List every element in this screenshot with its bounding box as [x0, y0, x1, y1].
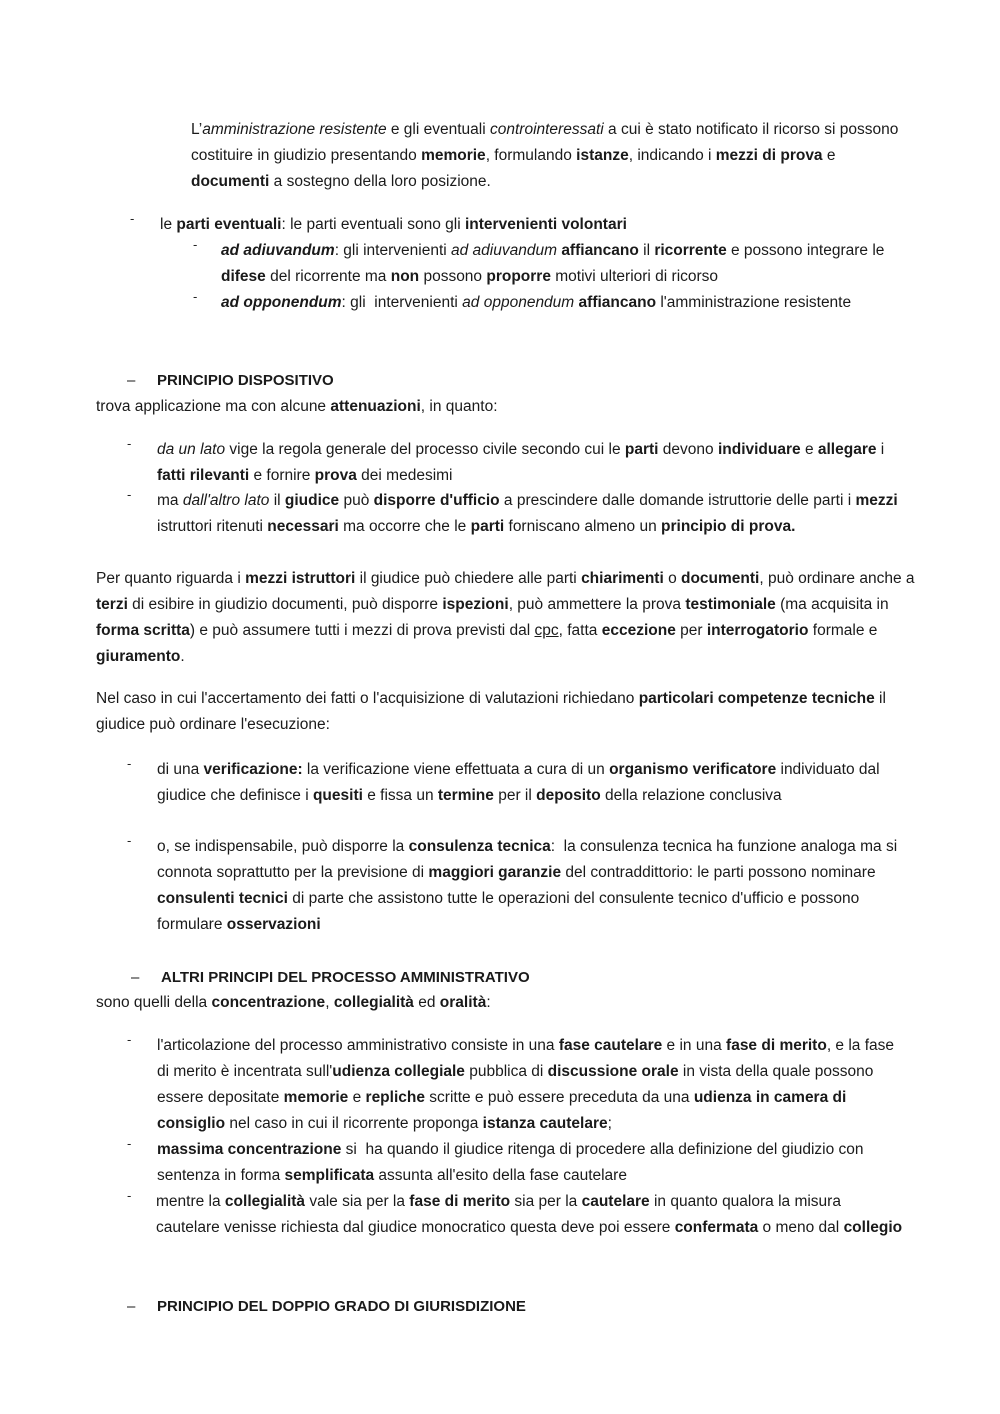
bullet-text: mentre la collegialità vale sia per la fase di merito sia per la cautelare in quanto qualora la misura cautelare venisse richiesta dal giudice monocratico questa deve poi essere confermata o meno dal collegio: [156, 1193, 903, 1236]
bullet-mark: -: [127, 1032, 132, 1047]
bullet-text: da un lato vige la regola generale del processo civile secondo cui le parti devono individuare e allegare i fatti rilevanti e fornire prova dei medesimi: [157, 441, 885, 484]
bullet-text: ad opponendum: gli intervenienti ad opponendum affiancano l'amministrazione resistente: [221, 294, 852, 311]
bullet-mark: -: [127, 1188, 132, 1203]
sub-bullet-ad-adiuvandum: [193, 237, 911, 290]
heading-dash: –: [127, 1298, 136, 1315]
bullet-text: ad adiuvandum: gli intervenienti ad adiuvandum affiancano il ricorrente e possono integrare le difese del ricorrente ma non possono proporre motivi ulteriori di ricorso: [221, 242, 885, 285]
bullet-text: le parti eventuali: le parti eventuali sono gli intervenienti volontari: [160, 216, 627, 233]
bullet-mark: -: [193, 289, 198, 304]
bullet-dall-altro-lato: [127, 487, 907, 540]
paragraph-concentrazione: sono quelli della concentrazione, collegialità ed oralità:: [96, 994, 491, 1011]
heading-text: PRINCIPIO DISPOSITIVO: [157, 372, 334, 389]
bullet-mark: -: [127, 756, 132, 771]
bullet-mark: -: [127, 1136, 132, 1151]
bullet-massima-concentrazione: [127, 1136, 907, 1189]
heading-text: PRINCIPIO DEL DOPPIO GRADO DI GIURISDIZIONE: [157, 1298, 526, 1315]
heading-principio-dispositivo: [127, 368, 334, 394]
bullet-text: ma dall'altro lato il giudice può disporre d'ufficio a prescindere dalle domande istruttorie delle parti i mezzi istruttori ritenuti necessari ma occorre che le parti forniscano almeno un principio di prova.: [157, 492, 898, 535]
heading-text: ALTRI PRINCIPI DEL PROCESSO AMMINISTRATIVO: [161, 969, 530, 986]
bullet-consulenza-tecnica: [127, 833, 907, 938]
bullet-verificazione: [127, 756, 907, 809]
bullet-mark: -: [127, 436, 132, 451]
heading-dash: –: [127, 372, 136, 389]
bullet-text: di una verificazione: la verificazione viene effettuata a cura di un organismo verificatore individuato dal giudice che definisce i quesiti e fissa un termine per il deposito della relazione conclusiva: [157, 761, 880, 804]
bullet-mark: -: [127, 487, 132, 502]
bullet-mark: -: [127, 833, 132, 848]
bullet-mark: -: [193, 237, 198, 252]
paragraph-attenuazioni: trova applicazione ma con alcune attenuazioni, in quanto:: [96, 398, 498, 415]
bullet-text: o, se indispensabile, può disporre la consulenza tecnica: la consulenza tecnica ha funzione analoga ma si connota soprattutto per la previsione di maggiori garanzie del contraddittorio: le parti possono nominare consulenti tecnici di parte che assistono tutte le operazioni del consulente tecnico d'ufficio e possono formulare osservazioni: [157, 838, 898, 933]
paragraph-competenze-tecniche: Nel caso in cui l'accertamento dei fatti o l'acquisizione di valutazioni richiedano particolari competenze tecniche il giudice può ordinare l'esecuzione:: [96, 690, 886, 733]
heading-dash: –: [131, 969, 140, 986]
bullet-parti-eventuali: [130, 211, 900, 238]
bullet-text: massima concentrazione si ha quando il giudice ritenga di procedere alla definizione del giudizio con sentenza in forma semplificata assunta all'esito della fase cautelare: [157, 1141, 864, 1184]
bullet-mark: -: [130, 211, 135, 226]
sub-bullet-ad-opponendum: [193, 289, 911, 316]
heading-altri-principi: [131, 965, 530, 991]
heading-doppio-grado: [127, 1294, 526, 1320]
bullet-da-un-lato: [127, 436, 907, 489]
paragraph-costituzione: L’amministrazione resistente e gli eventuali controinteressati a cui è stato notificato il ricorso si possono costituire in giudizio presentando memorie, formulando istanze, indicando i mezzi di prova e documenti a sostegno della loro posizione.: [191, 121, 899, 190]
bullet-articolazione: [127, 1032, 907, 1137]
bullet-collegialita: [127, 1188, 907, 1241]
bullet-text: l'articolazione del processo amministrativo consiste in una fase cautelare e in una fase di merito, e la fase di merito è incentrata sull'udienza collegiale pubblica di discussione orale in vista della quale possono essere depositate memorie e repliche scritte e può essere preceduta da una udienza in camera di consiglio nel caso in cui il ricorrente proponga istanza cautelare;: [157, 1037, 895, 1132]
paragraph-mezzi-istruttori: Per quanto riguarda i mezzi istruttori il giudice può chiedere alle parti chiarimenti o documenti, può ordinare anche a terzi di esibire in giudizio documenti, può disporre ispezioni, può ammettere la prova testimoniale (ma acquisita in forma scritta) e può assumere tutti i mezzi di prova previsti dal cpc, fatta eccezione per interrogatorio formale e giuramento.: [96, 570, 915, 665]
